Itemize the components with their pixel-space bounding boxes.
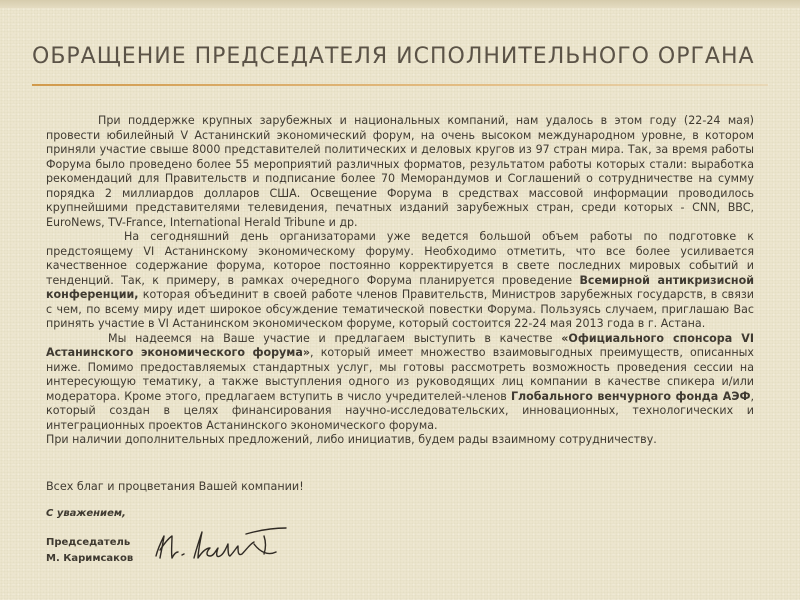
title-divider	[32, 84, 768, 86]
paragraph-4: При наличии дополнительных предложений, либо инициатив, будем рады взаимному сотрудничеству.	[46, 433, 657, 446]
closing-line: С уважением,	[46, 508, 126, 519]
paragraph-1: При поддержке крупных зарубежных и национальных компаний, нам удалось в этом году (22-24 мая) провести юбилейный V Астанинский экономический форум, на очень высоком международном уровне, в котором приняли участие свыше 8000 представителей политических и деловых кругов из 97 стран мира. Так, за время работы Форума было проведено более 55 мероприятий различных форматов, результатом работы которых стали: выработка рекомендаций для Правительств и подписание более 70 Меморандумов и Соглашений о сотрудничестве на сумму порядка 2 миллиардов долларов США. Освещение Форума в средствах массовой информации проводилось крупнейшими представителями телевидения, печатных изданий зарубежных стран, среди которых - CNN, BBC, EuroNews, TV-France, International Herald Tribune и др.	[46, 114, 754, 229]
page-title: ОБРАЩЕНИЕ ПРЕДСЕДАТЕЛЯ ИСПОЛНИТЕЛЬНОГО ОРГАНА	[32, 44, 755, 69]
paragraph-3-end: , который создан в целях финансирования научно-исследовательских, инновационных, технологических и интеграционных проектов Астанинского экономического форума.	[46, 389, 754, 432]
letter-body	[46, 114, 754, 448]
paragraph-2	[46, 230, 754, 332]
top-band	[0, 0, 800, 8]
paragraph-3-mid: , который имеет множество взаимовыгодных преимуществ, описанных ниже. Помимо предоставляемых стандартных услуг, мы готовы рассмотреть возможность проведения сессии на интересующую тематику, а также выступления одного из руководящих лиц компании в качестве спикера и/или модератора. Кроме этого, предлагаем вступить в число учредителей-членов	[46, 346, 754, 403]
paragraph-2-start: На сегодняшний день организаторами уже ведется большой объем работы по подготовке к предстоящему VI Астанинскому экономическому форуму. Необходимо отметить, что все более усиливается качественное содержание форума, которое постоянно корректируется в свете последних мировых событий и тенденций. Так, к примеру, в рамках очередного Форума планируется проведение	[46, 230, 754, 287]
signer-position: Председатель	[46, 537, 131, 548]
paragraph-2-end: которая объединит в своей работе членов Правительств, Министров зарубежных государств, в связи с чем, по всему миру идет широкое обсуждение тематической повестки Форума. Пользуясь случаем, приглашаю Вас принять участие в VI Астанинском экономическом форуме, который состоится 22-24 мая 2013 года в г. Астана.	[46, 288, 754, 330]
paragraph-3-bold-sponsor: «Официального спонсора VI Астанинского экономического форума»	[46, 331, 754, 359]
signer-name: М. Каримсаков	[46, 553, 134, 564]
paragraph-2-bold: Всемирной антикризисной конференции,	[46, 273, 754, 301]
paragraph-3-start: Мы надеемся на Ваше участие и предлагаем выступить в качестве	[108, 331, 562, 345]
regards-line: Всех благ и процветания Вашей компании!	[46, 480, 304, 493]
signature-image	[150, 522, 300, 568]
paragraph-3-bold-fund: Глобального венчурного фонда АЭФ	[510, 389, 751, 403]
paragraph-3	[46, 332, 754, 434]
